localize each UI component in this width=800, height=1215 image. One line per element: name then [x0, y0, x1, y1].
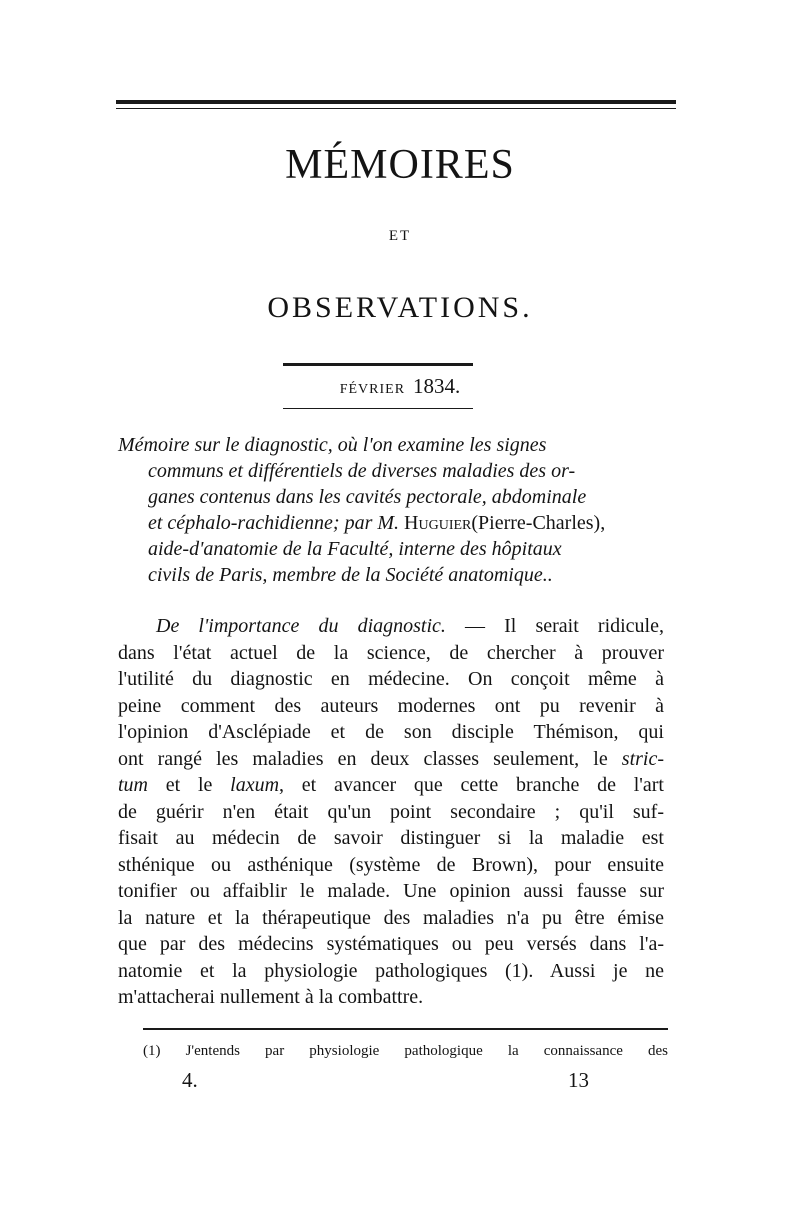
date-rule-bottom [283, 408, 473, 409]
volume-signature: 4. [182, 1068, 198, 1092]
body-line: de guérir n'en était qu'un point secondaire ; qu'il suf- [118, 800, 664, 823]
body-line: fisait au médecin de savoir distinguer si la maladie est [118, 827, 664, 849]
abstract-line: civils de Paris, membre de la Société anatomique.. [148, 564, 553, 586]
article-abstract [118, 432, 658, 588]
body-line: dans l'état actuel de la science, de chercher à prouver [118, 641, 664, 664]
header-rule-thin [116, 108, 676, 109]
abstract-line: Mémoire sur le diagnostic, où l'on examine les signes [118, 434, 547, 456]
abstract-line: ganes contenus dans les cavités pectorale, abdominale [148, 486, 587, 508]
section-title: MÉMOIRES [285, 142, 515, 188]
footnote: (1) J'entends par physiologie pathologique la connaissance des [143, 1043, 668, 1059]
body-line [118, 746, 664, 773]
latin-term: tum [118, 774, 148, 796]
issue-year: 1834. [413, 374, 461, 398]
abstract-line: communs et différentiels de diverses maladies des or- [148, 460, 576, 482]
body-line [118, 613, 664, 640]
body-line: que par des médecins systématiques ou peu versés dans l'a- [118, 933, 664, 955]
author-given-names: (Pierre-Charles), [471, 512, 606, 534]
latin-term: laxum [230, 774, 280, 796]
body-line: m'attacherai nullement à la combattre. [118, 986, 424, 1008]
title-conjunction: ET [388, 228, 412, 244]
article-body [118, 613, 664, 1011]
body-text: , et avancer que cette branche de l'art [279, 774, 664, 796]
paragraph-heading: De l'importance du diagnostic. [156, 615, 446, 637]
body-line: peine comment des auteurs modernes ont pu revenir à [118, 694, 664, 717]
body-line: l'utilité du diagnostic en médecine. On conçoit même à [118, 668, 664, 690]
abstract-text: et céphalo-rachidienne; par M. [148, 512, 400, 534]
body-line: tonifier ou affaiblir le malade. Une opinion aussi fausse sur [118, 880, 664, 902]
author-name: Huguier [404, 512, 472, 534]
abstract-line: aide-d'anatomie de la Faculté, interne des hôpitaux [148, 538, 562, 560]
footnote-rule [143, 1028, 668, 1030]
date-rule-top [283, 363, 473, 366]
issue-date [0, 372, 800, 404]
header-rule-thick [116, 100, 676, 104]
body-line: natomie et la physiologie pathologiques (1). Aussi je ne [118, 959, 664, 982]
abstract-line [118, 510, 658, 536]
body-line: l'opinion d'Asclépiade et de son disciple Thémison, qui [118, 721, 664, 743]
gathering-signature: 13 [568, 1068, 589, 1092]
section-subtitle: OBSERVATIONS. [267, 291, 533, 324]
body-text: ont rangé les maladies en deux classes seulement, le [118, 747, 622, 770]
issue-month: FÉVRIER [339, 382, 406, 397]
body-line: sthénique ou asthénique (système de Brown), pour ensuite [118, 853, 664, 876]
body-line: la nature et la thérapeutique des maladies n'a pu être émise [118, 906, 664, 929]
body-text: et le [148, 774, 231, 796]
latin-term: stric- [621, 747, 664, 770]
body-text: — Il serait ridicule, [445, 615, 664, 637]
body-line [118, 772, 664, 799]
